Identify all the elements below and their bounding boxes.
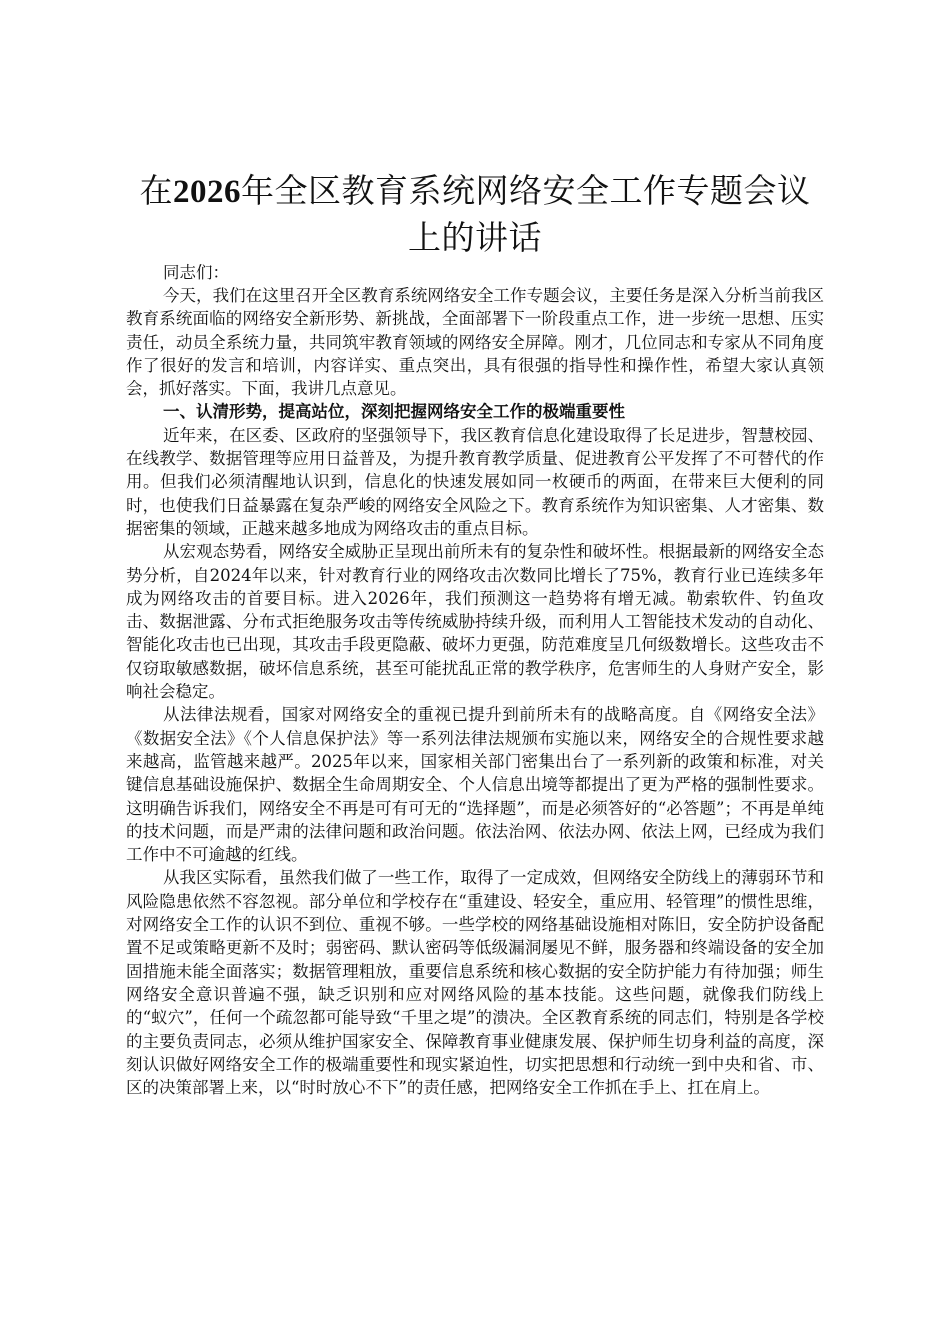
title-rest: 年全区教育系统网络安全工作专题会议上的讲话 [241,171,811,257]
section-paragraph: 从法律法规看，国家对网络安全的重视已提升到前所未有的战略高度。自《网络安全法》《数据安全法》《个人信息保护法》等一系列法律法规颁布实施以来，网络安全的合规性要求越来越高，监管越来越严。2025年以来，国家相关部门密集出台了一系列新的政策和标准，对关键信息基础设施保护、数据全生命周期安全、个人信息出境等都提出了更为严格的强制性要求。这明确告诉我们，网络安全不再是可有可无的“选择题”，而是必须答好的“必答题”；不再是单纯的技术问题，而是严肃的法律问题和政治问题。依法治网、依法办网、依法上网，已经成为我们工作中不可逾越的红线。 [126,705,824,865]
title-year: 2026 [173,174,241,210]
salutation: 同志们： [163,263,229,282]
section-heading: 一、认清形势，提高站位，深刻把握网络安全工作的极端重要性 [163,402,625,422]
section-paragraph: 近年来，在区委、区政府的坚强领导下，我区教育信息化建设取得了长足进步，智慧校园、在线教学、数据管理等应用日益普及，为提升教育教学质量、促进教育公平发挥了不可替代的作用。但我们必须清醒地认识到，信息化的快速发展如同一枚硬币的两面，在带来巨大便利的同时，也使我们日益暴露在复杂严峻的网络安全风险之下。教育系统作为知识密集、人才密集、数据密集的领域，正越来越多地成为网络攻击的重点目标。 [126,425,824,538]
section-paragraph: 从我区实际看，虽然我们做了一些工作，取得了一定成效，但网络安全防线上的薄弱环节和风险隐患依然不容忽视。部分单位和学校存在“重建设、轻安全，重应用、轻管理”的惯性思维，对网络安全工作的认识不到位、重视不够。一些学校的网络基础设施相对陈旧，安全防护设备配置不足或策略更新不及时；弱密码、默认密码等低级漏洞屡见不鲜，服务器和终端设备的安全加固措施未能全面落实；数据管理粗放，重要信息系统和核心数据的安全防护能力有待加强；师生网络安全意识普遍不强，缺乏识别和应对网络风险的基本技能。这些问题，就像我们防线上的“蚁穴”，任何一个疏忽都可能导致“千里之堤”的溃决。全区教育系统的同志们，特别是各学校的主要负责同志，必须从维护国家安全、保障教育事业健康发展、保护师生切身利益的高度，深刻认识做好网络安全工作的极端重要性和现实紧迫性，切实把思想和行动统一到中央和省、市、区的决策部署上来，以“时时放心不下”的责任感，把网络安全工作抓在手上、扛在肩上。 [126,868,824,1098]
document-page [126,168,824,1099]
intro-paragraph: 今天，我们在这里召开全区教育系统网络安全工作专题会议，主要任务是深入分析当前我区教育系统面临的网络安全新形势、新挑战，全面部署下一阶段重点工作，进一步统一思想、压实责任，动员全系统力量，共同筑牢教育领域的网络安全屏障。刚才，几位同志和专家从不同角度作了很好的发言和培训，内容详实、重点突出，具有很强的指导性和操作性，希望大家认真领会，抓好落实。下面，我讲几点意见。 [126,286,824,399]
document-title [126,168,824,261]
title-prefix: 在 [139,171,173,210]
section-paragraph: 从宏观态势看，网络安全威胁正呈现出前所未有的复杂性和破坏性。根据最新的网络安全态势分析，自2024年以来，针对教育行业的网络攻击次数同比增长了75%，教育行业已连续多年成为网络攻击的首要目标。进入2026年，我们预测这一趋势将有增无减。勒索软件、钓鱼攻击、数据泄露、分布式拒绝服务攻击等传统威胁持续升级，而利用人工智能技术发动的自动化、智能化攻击也已出现，其攻击手段更隐蔽、破坏力更强，防范难度呈几何级数增长。这些攻击不仅窃取敏感数据，破坏信息系统，甚至可能扰乱正常的教学秩序，危害师生的人身财产安全，影响社会稳定。 [126,542,824,702]
